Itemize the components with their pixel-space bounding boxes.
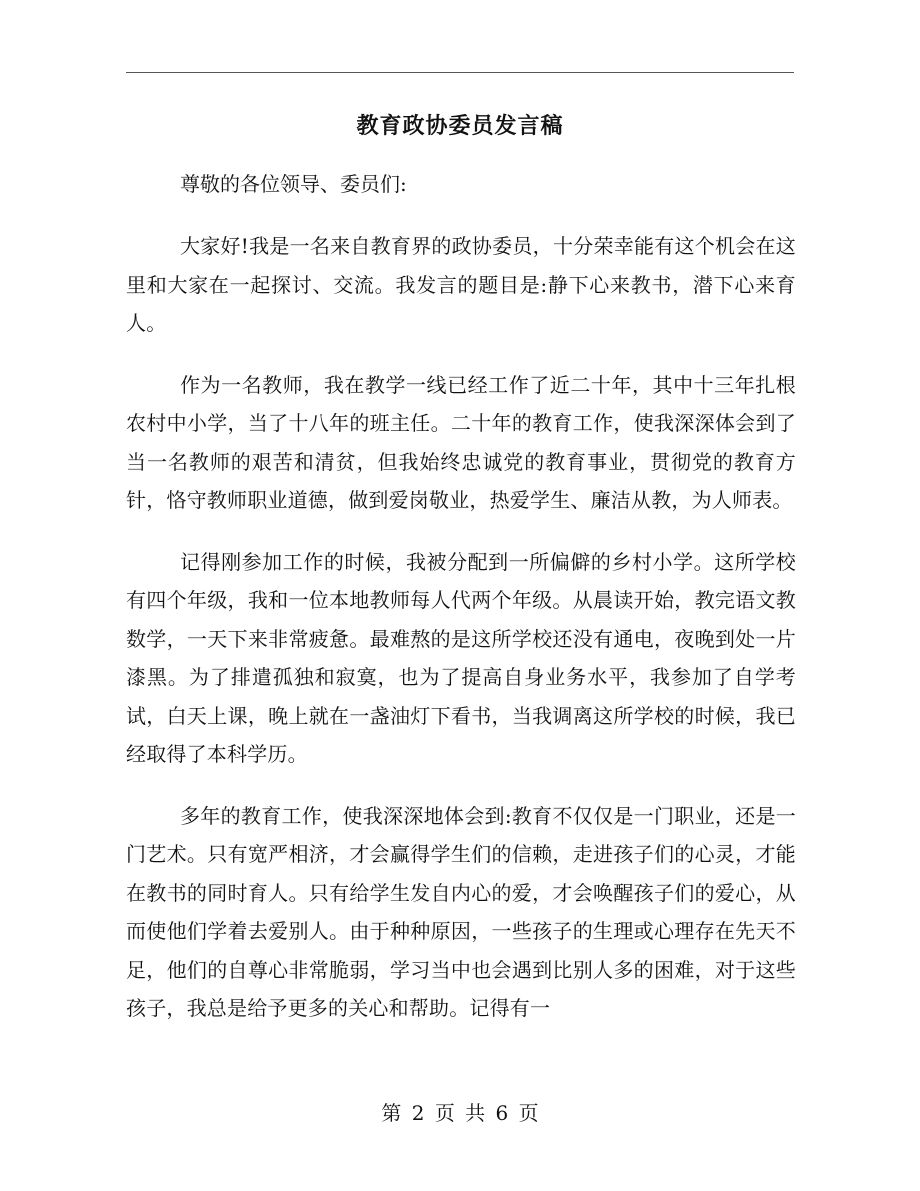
document-body [126,166,796,1051]
salutation: 尊敬的各位领导、委员们: [180,172,407,196]
paragraph: 记得刚参加工作的时候，我被分配到一所偏僻的乡村小学。这所学校有四个年级，我和一位本地教师每人代两个年级。从晨读开始，教完语文教数学，一天下来非常疲惫。最难熬的是这所学校还没有通电，夜晚到处一片漆黑。为了排遣孤独和寂寞，也为了提高自身业务水平，我参加了自学考试，白天上课，晚上就在一盏油灯下看书，当我调离这所学校的时候，我已经取得了本科学历。 [126,549,796,766]
document-title: 教育政协委员发言稿 [356,113,564,139]
paragraph: 作为一名教师，我在教学一线已经工作了近二十年，其中十三年扎根农村中小学，当了十八年的班主任。二十年的教育工作，使我深深体会到了当一名教师的艰苦和清贫，但我始终忠诚党的教育事业，贯彻党的教育方针，恪守教师职业道德，做到爱岗敬业，热爱学生、廉洁从教，为人师表。 [126,372,796,512]
paragraph: 大家好!我是一名来自教育界的政协委员，十分荣幸能有这个机会在这里和大家在一起探讨、交流。我发言的题目是:静下心来教书，潜下心来育人。 [126,234,796,335]
page-number: 第 2 页 共 6 页 [381,1101,539,1125]
header-rule [126,72,794,73]
paragraph: 多年的教育工作，使我深深地体会到:教育不仅仅是一门职业，还是一门艺术。只有宽严相济，才会赢得学生们的信赖，走进孩子们的心灵，才能在教书的同时育人。只有给学生发自内心的爱，才会唤醒孩子们的爱心，从而使他们学着去爱别人。由于种种原因，一些孩子的生理或心理存在先天不足，他们的自尊心非常脆弱，学习当中也会遇到比别人多的困难，对于这些孩子，我总是给予更多的关心和帮助。记得有一 [126,803,796,1020]
